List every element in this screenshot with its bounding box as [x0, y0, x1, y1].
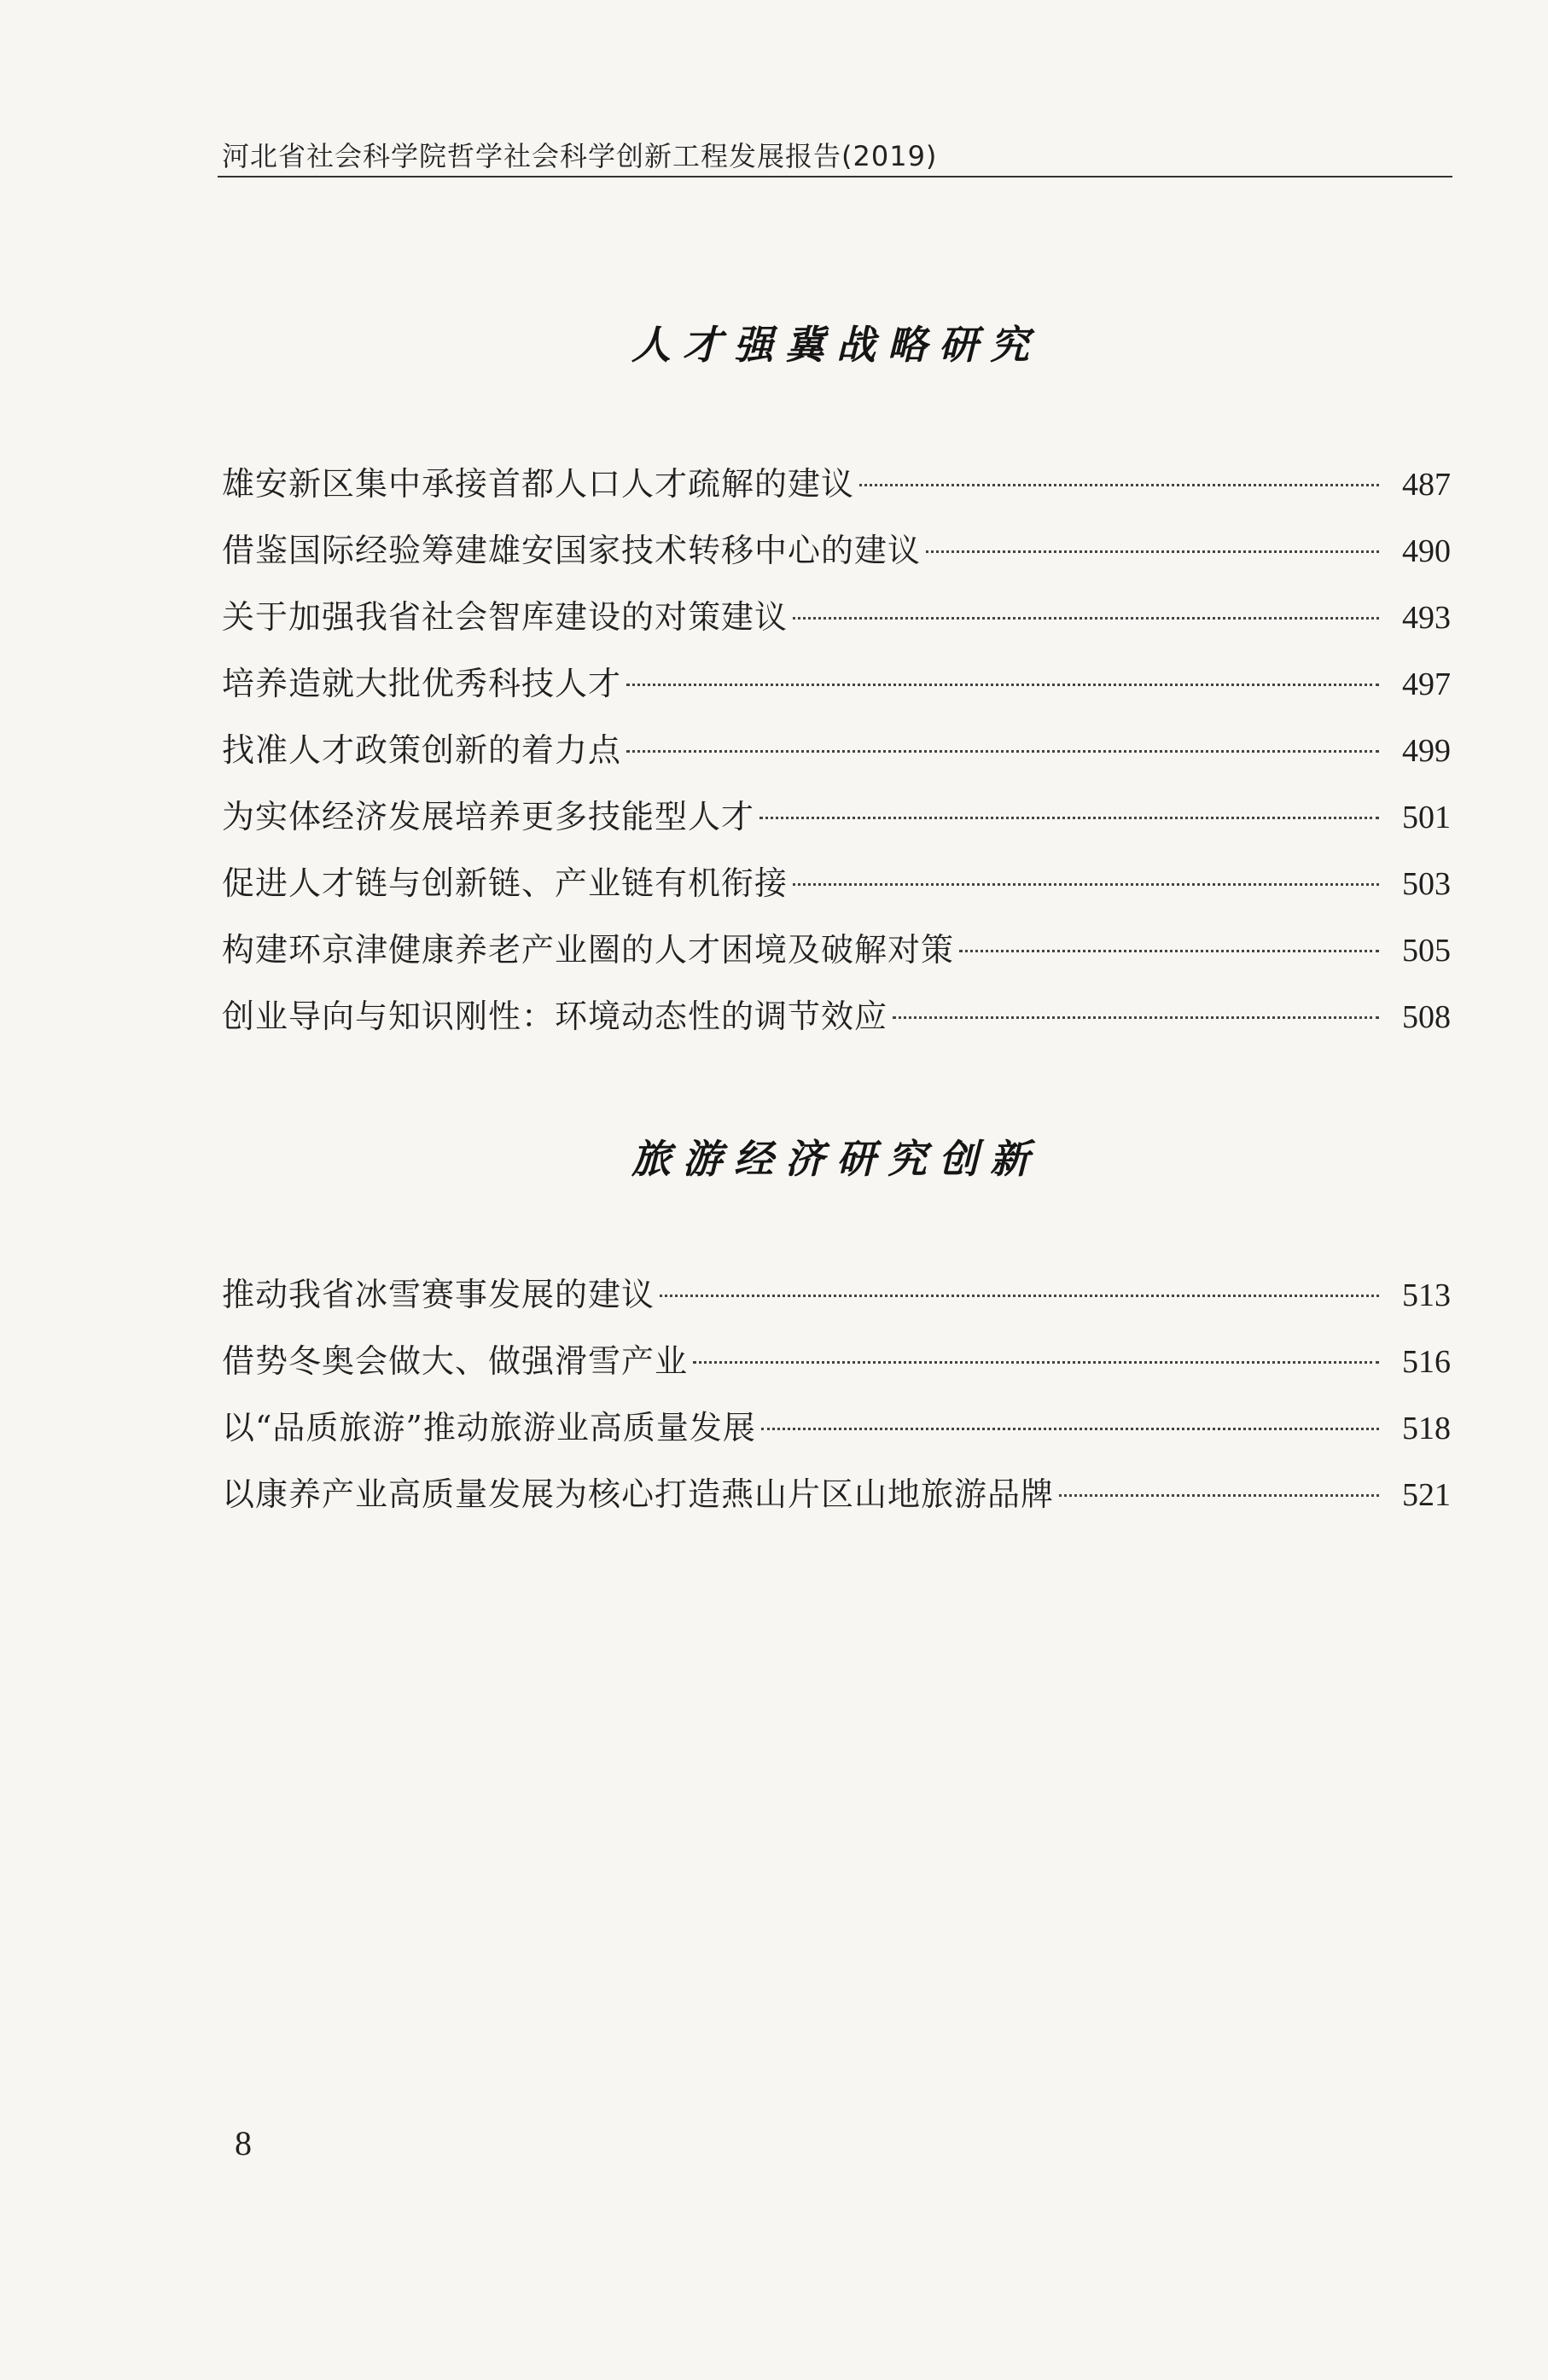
toc-entry[interactable] — [222, 451, 1451, 517]
page-number: 8 — [235, 2124, 252, 2162]
dot-leader — [660, 1295, 1379, 1297]
dot-leader — [1059, 1494, 1379, 1497]
toc-entry-title: 找准人才政策创新的着力点 — [222, 731, 622, 769]
dot-leader — [793, 883, 1379, 886]
toc-entry[interactable] — [222, 1261, 1451, 1328]
toc-entry-title: 以康养产业高质量发展为核心打造燕山片区山地旅游品牌 — [222, 1475, 1055, 1513]
dot-leader — [959, 950, 1379, 952]
section-title: 人才强冀战略研究 — [631, 322, 1041, 368]
dot-leader — [761, 1428, 1379, 1430]
toc-entry-page: 490 — [1402, 533, 1451, 569]
dot-leader — [626, 750, 1379, 753]
toc-entry-title: 促进人才链与创新链、产业链有机衔接 — [222, 864, 789, 902]
toc-entry-page: 487 — [1402, 467, 1451, 503]
header-rule — [218, 176, 1452, 177]
toc-entry[interactable] — [222, 917, 1451, 983]
toc-entry-page: 518 — [1402, 1411, 1451, 1446]
toc-entry[interactable] — [222, 584, 1451, 650]
toc-entry-page: 503 — [1402, 866, 1451, 902]
toc-entry-title: 构建环京津健康养老产业圈的人才困境及破解对策 — [222, 931, 955, 969]
section-title: 旅游经济研究创新 — [631, 1136, 1041, 1182]
toc-entry-page: 505 — [1402, 933, 1451, 969]
toc-entry-title: 借势冬奥会做大、做强滑雪产业 — [222, 1342, 689, 1380]
toc-entry-title: 为实体经济发展培养更多技能型人才 — [222, 798, 755, 835]
toc-entry-page: 499 — [1402, 733, 1451, 769]
toc-entry-title: 雄安新区集中承接首都人口人才疏解的建议 — [222, 465, 855, 503]
toc-entry-title: 推动我省冰雪赛事发展的建议 — [222, 1276, 655, 1313]
toc-entry[interactable] — [222, 517, 1451, 584]
toc-entry[interactable] — [222, 650, 1451, 717]
toc-entry-title: 借鉴国际经验筹建雄安国家技术转移中心的建议 — [222, 532, 922, 569]
toc-entry-page: 516 — [1402, 1344, 1451, 1380]
dot-leader — [693, 1361, 1379, 1364]
toc-entry[interactable] — [222, 1394, 1451, 1461]
toc-entry[interactable] — [222, 1461, 1451, 1528]
toc-entry-title: 以“品质旅游”推动旅游业高质量发展 — [222, 1409, 756, 1446]
toc-entry-page: 513 — [1402, 1277, 1451, 1313]
toc-entry-page: 508 — [1402, 999, 1451, 1035]
toc-list — [222, 451, 1451, 1050]
toc-entry[interactable] — [222, 783, 1451, 850]
toc-entry-title: 创业导向与知识刚性：环境动态性的调节效应 — [222, 998, 888, 1035]
toc-entry-title: 关于加强我省社会智库建设的对策建议 — [222, 598, 789, 636]
dot-leader — [626, 684, 1379, 686]
toc-entry-page: 501 — [1402, 800, 1451, 835]
toc-entry-page: 493 — [1402, 600, 1451, 636]
dot-leader — [893, 1016, 1379, 1019]
dot-leader — [759, 817, 1379, 819]
dot-leader — [859, 484, 1379, 486]
dot-leader — [793, 617, 1379, 620]
toc-entry[interactable] — [222, 717, 1451, 783]
toc-entry-page: 497 — [1402, 666, 1451, 702]
toc-entry[interactable] — [222, 850, 1451, 917]
toc-entry[interactable] — [222, 1328, 1451, 1394]
dot-leader — [926, 550, 1379, 553]
running-header: 河北省社会科学院哲学社会科学创新工程发展报告(2019) — [222, 140, 938, 172]
toc-entry[interactable] — [222, 983, 1451, 1050]
toc-entry-title: 培养造就大批优秀科技人才 — [222, 665, 622, 702]
toc-entry-page: 521 — [1402, 1477, 1451, 1513]
toc-list — [222, 1261, 1451, 1528]
